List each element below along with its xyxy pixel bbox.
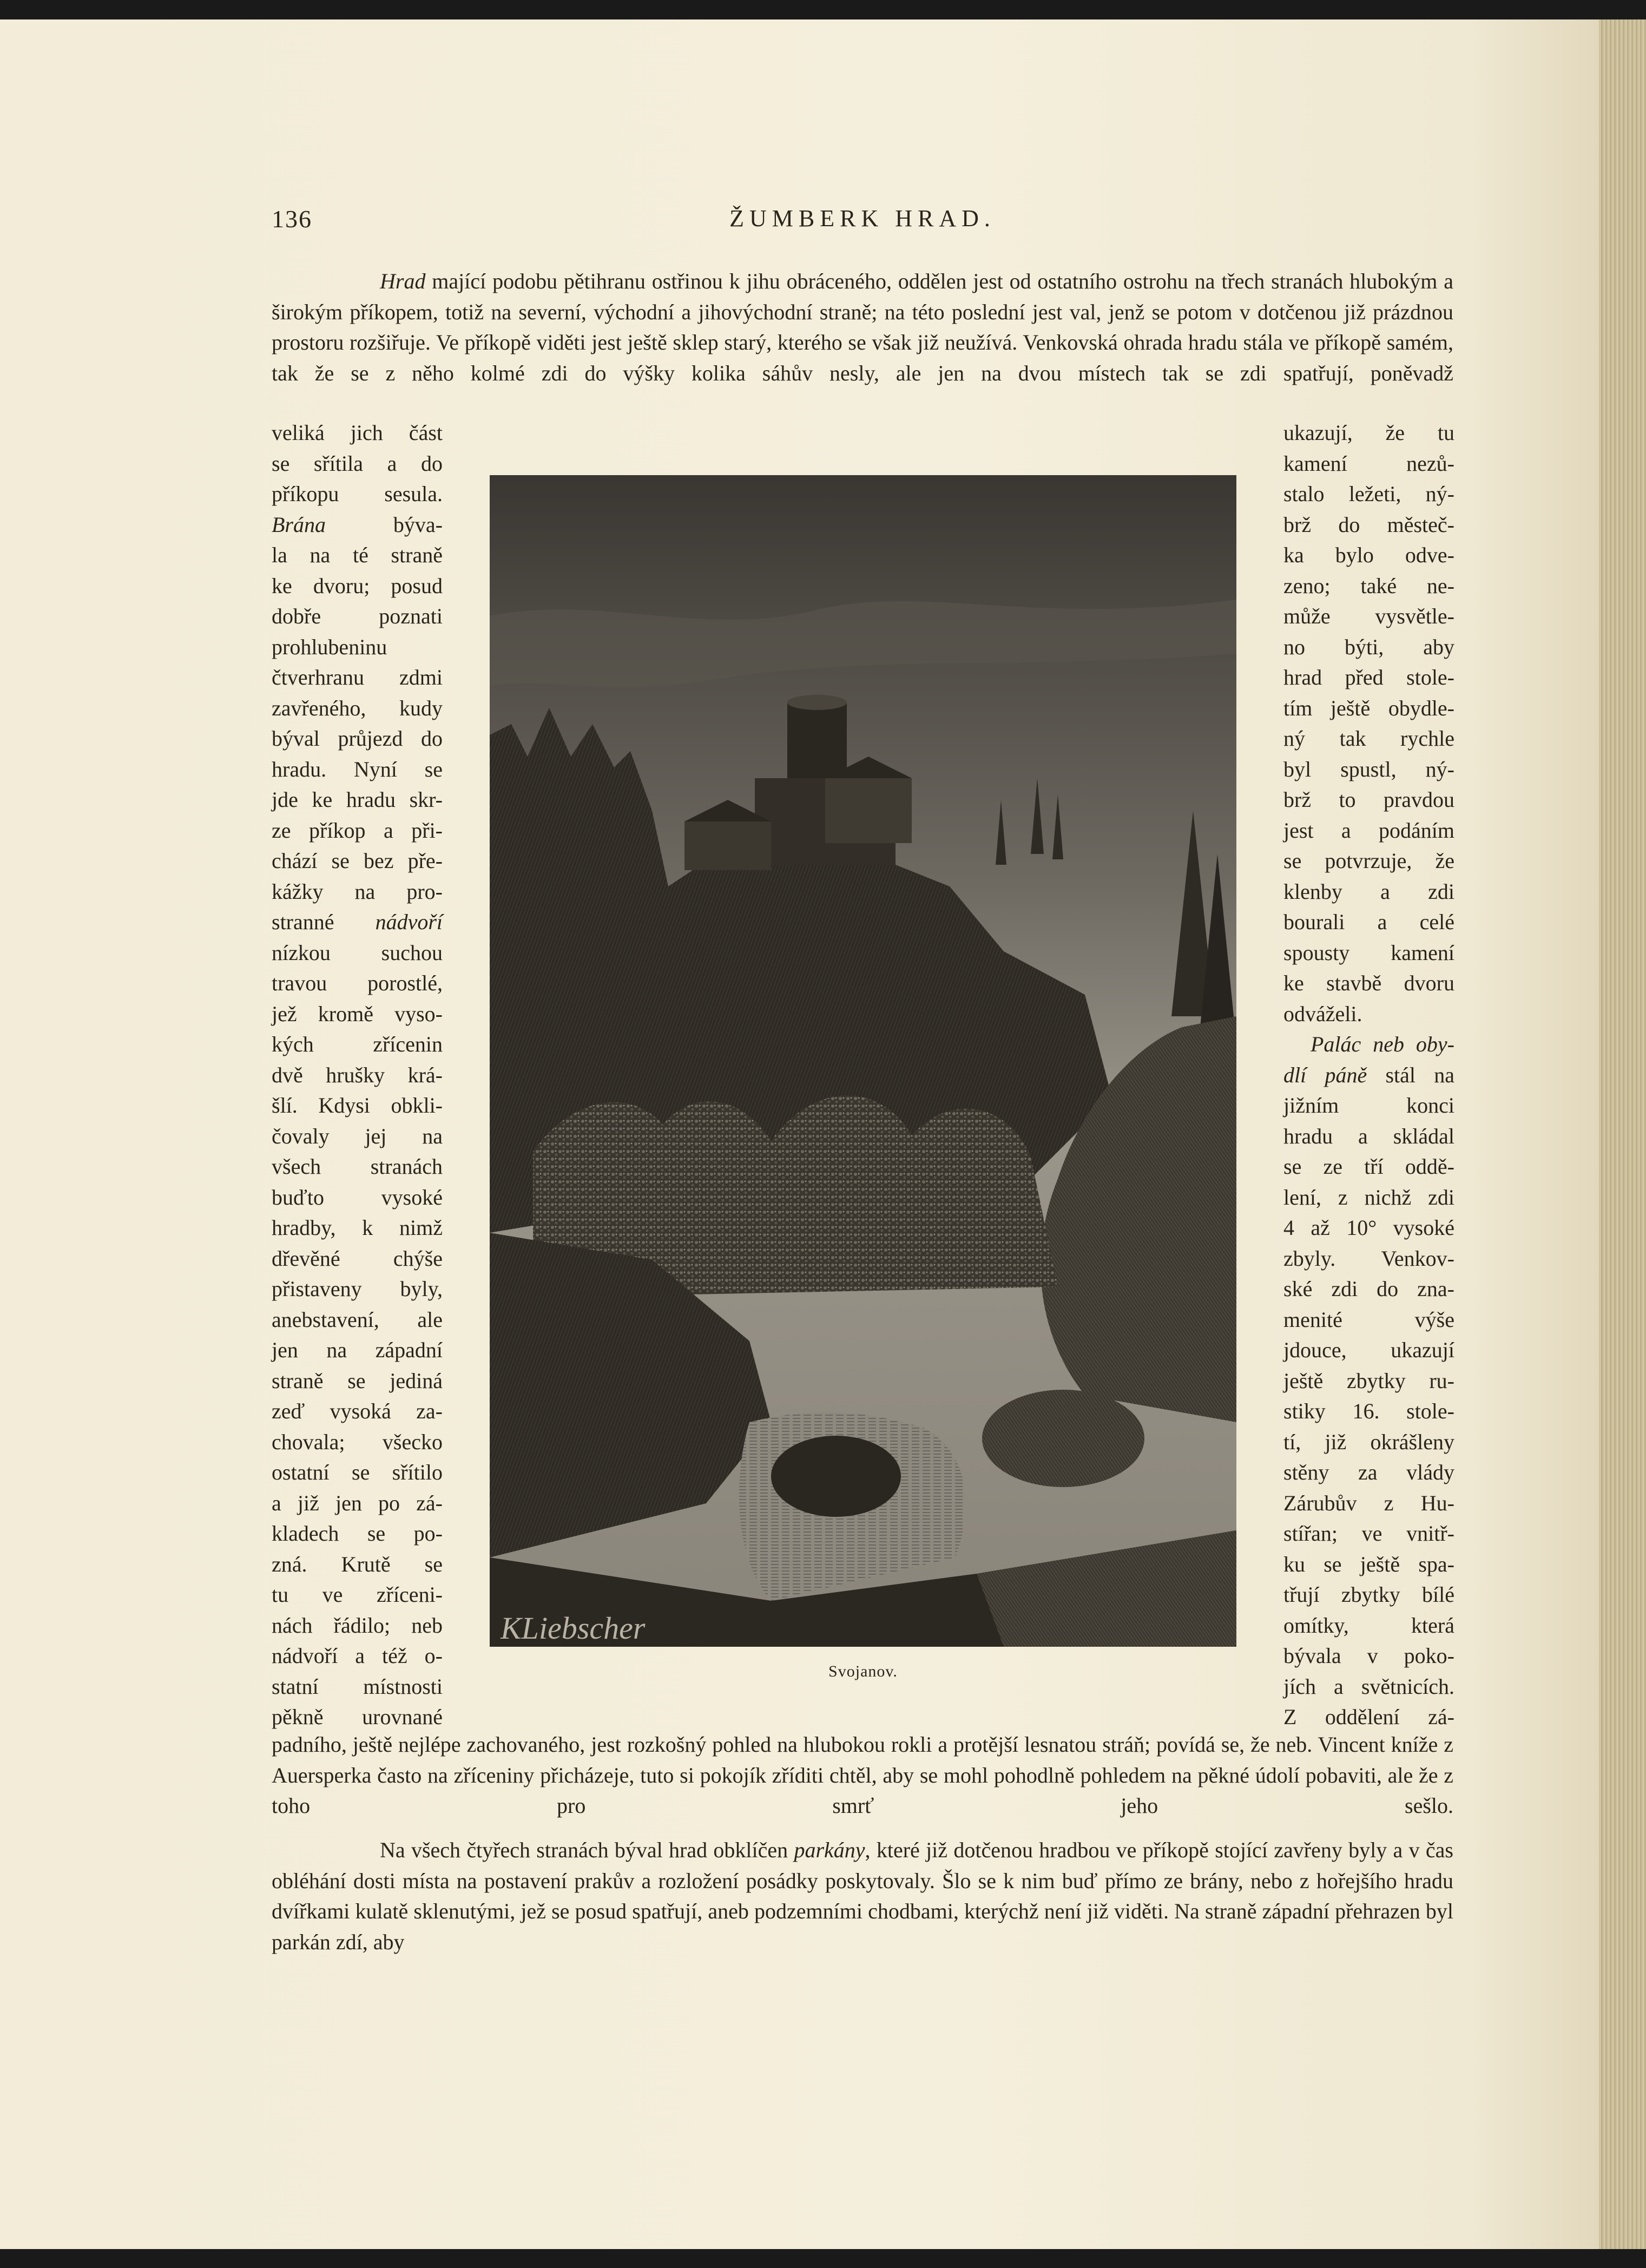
left-column-line [272, 1580, 443, 1610]
line-text: čtverhranu zdmi [272, 665, 443, 689]
line-text: ještě zbytky ru- [1283, 1368, 1454, 1393]
left-column-line [272, 1702, 443, 1733]
left-column-line [272, 1305, 443, 1336]
right-column-line [1283, 449, 1454, 479]
line-text: čovaly jej na [272, 1123, 443, 1148]
left-column-line [272, 1672, 443, 1702]
right-column-line [1283, 1641, 1454, 1672]
line-text: jen na západní [272, 1338, 443, 1362]
line-text: se potvrzuje, že [1283, 849, 1454, 873]
left-column-line [272, 662, 443, 693]
left-column-line [272, 1060, 443, 1091]
line-text: la na té straně [272, 543, 443, 567]
line-text: hrad před stole- [1283, 665, 1454, 689]
right-column-line [1283, 999, 1454, 1030]
line-text: ka bylo odve- [1283, 543, 1454, 567]
line-text: zavřeného, kudy [272, 695, 443, 720]
line-text: 4 až 10° vysoké [1283, 1215, 1454, 1240]
line-text: bourali a celé [1283, 910, 1454, 934]
left-column-line [272, 968, 443, 999]
right-column-line [1283, 540, 1454, 571]
line-text: jdouce, ukazují [1283, 1338, 1454, 1362]
right-column-line [1283, 846, 1454, 877]
line-text: buďto vysoké [272, 1185, 443, 1209]
line-text: tím ještě obydle- [1283, 695, 1454, 720]
line-text: všech stranách [272, 1154, 443, 1179]
left-column-line [272, 479, 443, 510]
intro-lead-italic: Hrad [380, 269, 426, 293]
line-text: hradu a skládal [1283, 1123, 1454, 1148]
line-text: může vysvětle- [1283, 604, 1454, 628]
right-column-line [1283, 1121, 1454, 1152]
left-column-line [272, 1366, 443, 1397]
left-column-line [272, 571, 443, 602]
line-text: se ze tří oddě- [1283, 1154, 1454, 1179]
line-text: ze příkop a při- [272, 818, 443, 843]
right-column-line [1283, 877, 1454, 908]
parkany-italic: parkány [794, 1838, 865, 1862]
left-column-line [272, 1090, 443, 1121]
line-text: jích a světnicích. [1283, 1674, 1454, 1699]
right-column-line [1283, 1549, 1454, 1580]
line-text: býval průjezd do [272, 726, 443, 751]
line-text: klenby a zdi [1283, 879, 1454, 904]
continuation-text: padního, ještě nejlépe zachovaného, jest rozkošný pohled na hlubokou rokli a protější lesnatou stráň; povídá se, že neb. Vincent kníže z Auersperka často na zříceniny přicházeje, tuto si pokojík zříditi chtěl, aby se mohl pohodlně pohledem na pěkné údolí pobaviti, ale že z toho pro smrť jeho sešlo. [272, 1732, 1453, 1818]
left-column-line [272, 1029, 443, 1060]
right-column-line [1283, 1029, 1454, 1060]
line-text: se sřítila a do [272, 451, 443, 476]
right-column-line [1283, 1488, 1454, 1519]
right-column-line [1283, 754, 1454, 785]
line-text: odváželi. [1283, 1001, 1362, 1026]
right-column-line [1283, 571, 1454, 602]
left-column-line [272, 1641, 443, 1672]
left-column-line [272, 1213, 443, 1244]
left-column-line [272, 693, 443, 724]
right-column-line [1283, 662, 1454, 693]
engraving-picture [490, 475, 1236, 1647]
left-column-line [272, 1335, 443, 1366]
line-text: spousty kamení [1283, 940, 1454, 965]
page-fore-edge [1599, 19, 1646, 2249]
right-column-line [1283, 1396, 1454, 1427]
line-text: lení, z nichž zdi [1283, 1185, 1454, 1209]
line-text: omítky, která [1283, 1613, 1454, 1638]
line-text: šlí. Kdysi obkli- [272, 1093, 443, 1117]
left-column-line [272, 846, 443, 877]
right-column-line [1283, 418, 1454, 449]
left-column-line [272, 449, 443, 479]
line-text: brž do městeč- [1283, 512, 1454, 537]
left-column-line [272, 816, 443, 846]
right-column-line [1283, 632, 1454, 663]
line-text: třují zbytky bílé [1283, 1582, 1454, 1607]
parkany-text-post: , které již dotčenou hradbou ve příkopě stojící zavřeny byly a v čas obléhání dosti místa na postavení prakův a rozložení posádky poskytovaly. Šlo se k nim buď přímo ze brány, nebo z hořejšího hradu dvířkami kulatě sklenutými, jež se posud spatřují, aneb podzemními chodbami, kterýchž není již viděti. Na straně západní přehrazen byl parkán zdí, aby [272, 1838, 1453, 1954]
right-column-line [1283, 1090, 1454, 1121]
right-column-line [1283, 1182, 1454, 1213]
line-text: přistaveny byly, [272, 1277, 443, 1301]
left-column-line [272, 938, 443, 969]
italic-term: nádvoří [375, 910, 443, 934]
right-column-line [1283, 785, 1454, 816]
left-column-line [272, 1244, 443, 1274]
right-column-line [1283, 938, 1454, 969]
line-text: kladech se po- [272, 1521, 443, 1546]
line-text: ke dvoru; posud [272, 573, 443, 598]
illustration-caption: Svojanov. [828, 1662, 898, 1680]
left-column-line [272, 601, 443, 632]
right-column-line [1283, 1457, 1454, 1488]
left-column-line [272, 785, 443, 816]
continuation-paragraph [272, 1730, 1453, 1822]
left-column-line [272, 1182, 443, 1213]
right-column-line [1283, 510, 1454, 541]
left-column-line [272, 754, 443, 785]
line-text: zeď vysoká za- [272, 1399, 443, 1423]
artist-signature: KLiebscher [501, 1610, 646, 1646]
italic-term: dlí páně [1283, 1062, 1367, 1087]
right-column-line [1283, 816, 1454, 846]
right-column-line [1283, 724, 1454, 754]
italic-term: Palác neb oby- [1311, 1032, 1454, 1056]
line-text: hradu. Nyní se [272, 757, 443, 781]
line-text: byl spustl, ný- [1283, 757, 1454, 781]
line-text: dvě hrušky krá- [272, 1062, 443, 1087]
right-column-line [1283, 1305, 1454, 1336]
left-column-line [272, 999, 443, 1030]
line-text: kážky na pro- [272, 879, 443, 904]
line-text: tí, již okrášleny [1283, 1429, 1454, 1454]
line-text: zná. Krutě se [272, 1552, 443, 1576]
page-header-title: ŽUMBERK HRAD. [729, 205, 996, 232]
right-column-line [1283, 1244, 1454, 1274]
right-column-line [1283, 1274, 1454, 1305]
right-column-line [1283, 1152, 1454, 1182]
line-text: Zárubův z Hu- [1283, 1490, 1454, 1515]
left-column-line [272, 907, 443, 938]
line-text: stířan; ve vnitř- [1283, 1521, 1454, 1546]
illustration-svojanov [490, 475, 1236, 1647]
line-text: stiky 16. stole- [1283, 1399, 1454, 1423]
parkany-text-pre: Na všech čtyřech stranách býval hrad obklíčen [380, 1838, 794, 1862]
left-column [272, 418, 443, 1733]
line-text: no býti, aby [1283, 634, 1454, 659]
line-text: zbyly. Venkov- [1283, 1246, 1454, 1271]
line-text: menité výše [1283, 1307, 1454, 1332]
left-column-line [272, 1152, 443, 1182]
right-column-line [1283, 1427, 1454, 1458]
line-text: stranné [272, 910, 376, 934]
line-text: hradby, k nimž [272, 1215, 443, 1240]
running-head [272, 205, 1453, 237]
right-column-line [1283, 1702, 1454, 1733]
right-column-line [1283, 1580, 1454, 1610]
line-text: veliká jich část [272, 420, 443, 445]
right-column [1283, 418, 1454, 1733]
right-column-line [1283, 1610, 1454, 1641]
line-text: dřevěné chýše [272, 1246, 443, 1271]
left-column-line [272, 1488, 443, 1519]
line-text: ostatní se sřítilo [272, 1460, 443, 1484]
left-column-line [272, 418, 443, 449]
line-text: býva- [326, 512, 443, 537]
line-text: ke stavbě dvoru [1283, 971, 1454, 995]
left-column-line [272, 1121, 443, 1152]
line-text: bývala v poko- [1283, 1644, 1454, 1668]
line-text: kých zřícenin [272, 1032, 443, 1056]
line-text: chovala; všecko [272, 1429, 443, 1454]
right-column-line [1283, 1518, 1454, 1549]
intro-text: mající podobu pětihranu ostřinou k jihu obráceného, oddělen jest od ostatního ostrohu na třech stranách hlubokým a širokým příkopem, totiž na severní, východní a jihovýchodní straně; na této poslední jest val, jenž se potom v dotčenou již prázdnou prostoru rozšiřuje. Ve příkopě viděti jest ještě sklep starý, kterého se však již neužívá. Venkovská ohrada hradu stála ve příkopě samém, tak že se z něho kolmé zdi do výšky kolika sáhův nesly, ale jen na dvou místech tak se zdi spatřují, poněvadž [272, 269, 1453, 385]
line-text: ku se ještě spa- [1283, 1552, 1454, 1576]
line-text: ukazují, že tu [1283, 420, 1454, 445]
left-column-line [272, 1610, 443, 1641]
line-text: travou porostlé, [272, 971, 443, 995]
line-text: jižním konci [1283, 1093, 1454, 1117]
right-column-line [1283, 479, 1454, 510]
left-column-line [272, 1549, 443, 1580]
left-column-line [272, 877, 443, 908]
left-column-line [272, 632, 443, 663]
line-text: brž to pravdou [1283, 787, 1454, 812]
right-column-line [1283, 968, 1454, 999]
line-text: nách řádilo; neb [272, 1613, 443, 1638]
line-text: jde ke hradu skr- [272, 787, 443, 812]
left-column-line [272, 724, 443, 754]
italic-term: Brána [272, 512, 326, 537]
left-column-line [272, 1457, 443, 1488]
line-text: tu ve zříceni- [272, 1582, 443, 1607]
page-number: 136 [272, 205, 312, 233]
line-text: příkopu sesula. [272, 482, 443, 506]
right-column-line [1283, 1672, 1454, 1702]
right-column-line [1283, 693, 1454, 724]
left-column-line [272, 1396, 443, 1427]
line-text: nádvoří a též o- [272, 1644, 443, 1668]
right-column-line [1283, 1335, 1454, 1366]
line-text: kamení nezů- [1283, 451, 1454, 476]
line-text: ný tak rychle [1283, 726, 1454, 751]
line-text: anebstavení, ale [272, 1307, 443, 1332]
line-text: stalo ležeti, ný- [1283, 482, 1454, 506]
right-column-line [1283, 601, 1454, 632]
right-column-line [1283, 1366, 1454, 1397]
right-column-line [1283, 1060, 1454, 1091]
left-column-line [272, 540, 443, 571]
left-column-line [272, 1274, 443, 1305]
right-column-line [1283, 907, 1454, 938]
line-text: stál na [1367, 1062, 1454, 1087]
left-column-line [272, 510, 443, 541]
line-text: Z oddělení zá- [1283, 1705, 1454, 1729]
left-column-line [272, 1427, 443, 1458]
right-column-line [1283, 1213, 1454, 1244]
line-text: statní místnosti [272, 1674, 443, 1699]
line-text: stěny za vlády [1283, 1460, 1454, 1484]
line-text: jest a podáním [1283, 818, 1454, 843]
line-text: zeno; také ne- [1283, 573, 1454, 598]
line-text: straně se jediná [272, 1368, 443, 1393]
line-text: ské zdi do zna- [1283, 1277, 1454, 1301]
line-text: nízkou suchou [272, 940, 443, 965]
intro-paragraph [272, 266, 1453, 389]
line-text: prohlubeninu [272, 634, 387, 659]
parkany-paragraph [272, 1835, 1453, 1957]
line-text: pěkně urovnané [272, 1705, 443, 1729]
line-text: dobře poznati [272, 604, 443, 628]
left-column-line [272, 1518, 443, 1549]
line-text: chází se bez pře- [272, 849, 443, 873]
line-text: jež kromě vyso- [272, 1001, 443, 1026]
line-text: a již jen po zá- [272, 1490, 443, 1515]
